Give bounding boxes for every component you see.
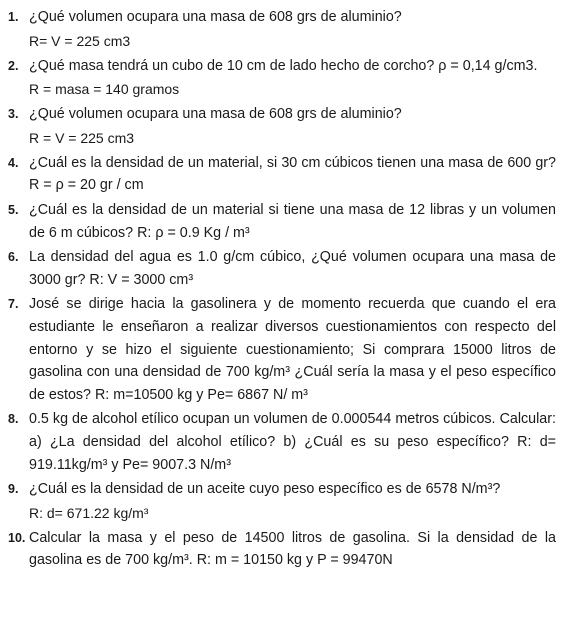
- problem-answer: R: d= 671.22 kg/m³: [29, 504, 149, 521]
- problem-question: Calcular la masa y el peso de 14500 litros de gasolina. Si la densidad de la gasolina es de 700 kg/m³. R: m = 10150 kg y P = 99470N: [29, 529, 556, 569]
- problem-number: 1.: [8, 10, 19, 24]
- problem-4: [8, 152, 556, 197]
- problem-number: 3.: [8, 107, 19, 122]
- problem-question: ¿Cuál es la densidad de un material si tiene una masa de 12 libras y un volumen de 6 m cúbicos? R: ρ = 0.9 Kg / m³: [29, 201, 556, 241]
- problem-6: [8, 246, 556, 291]
- problem-8: [8, 408, 556, 476]
- problem-number: 8.: [8, 412, 19, 427]
- problem-7: [8, 293, 556, 406]
- problem-number: 5.: [8, 202, 19, 217]
- problem-question: La densidad del agua es 1.0 g/cm cúbico, ¿Qué volumen ocupara una masa de 3000 gr? R: V = 3000 cm³: [29, 249, 556, 288]
- problem-answer: R= V = 225 cm3: [29, 32, 131, 49]
- problem-question: ¿Cuál es la densidad de un aceite cuyo peso específico es de 6578 N/m³?: [29, 481, 501, 498]
- problem-9: [8, 478, 556, 525]
- problem-number: 4.: [8, 155, 19, 170]
- problem-question: ¿Cuál es la densidad de un material, si 30 cm cúbicos tienen una masa de 600 gr? R = ρ = 20 gr / cm: [29, 154, 556, 194]
- problem-number: 6.: [8, 250, 19, 265]
- problem-number: 10.: [8, 530, 26, 545]
- problem-10: [8, 527, 556, 572]
- problem-5: [8, 199, 556, 244]
- problem-answer: R = masa = 140 gramos: [29, 81, 180, 98]
- problem-1: [8, 6, 556, 53]
- problem-question: ¿Qué volumen ocupara una masa de 608 grs de aluminio?: [29, 106, 402, 123]
- problem-question: 0.5 kg de alcohol etílico ocupan un volumen de 0.000544 metros cúbicos. Calcular: a) ¿La densidad del alcohol etílico? b) ¿Cuál es su peso específico? R: d= 919.11kg/m³ y Pe= 9007.3 N/m³: [29, 411, 556, 473]
- problem-question: ¿Qué volumen ocupara una masa de 608 grs de aluminio?: [29, 9, 402, 25]
- problem-3: [8, 103, 556, 150]
- problem-number: 2.: [8, 58, 19, 73]
- problem-number: 7.: [8, 297, 19, 312]
- problem-2: [8, 55, 556, 102]
- problem-question: José se dirige hacia la gasolinera y de momento recuerda que cuando el era estudiante le enseñaron a realizar diversos cuestionamientos con respecto del entorno y se hizo el siguiente cuestionamiento; Si comprara 15000 litros de gasolina con una densidad de 700 kg/m³ ¿Cuál sería la masa y el peso específico de estos? R: m=10500 kg y Pe= 6867 N/ m³: [29, 296, 556, 403]
- problem-question: ¿Qué masa tendrá un cubo de 10 cm de lado hecho de corcho? ρ = 0,14 g/cm3.: [29, 57, 538, 74]
- problem-number: 9.: [8, 482, 19, 497]
- problem-answer: R = V = 225 cm3: [29, 129, 135, 146]
